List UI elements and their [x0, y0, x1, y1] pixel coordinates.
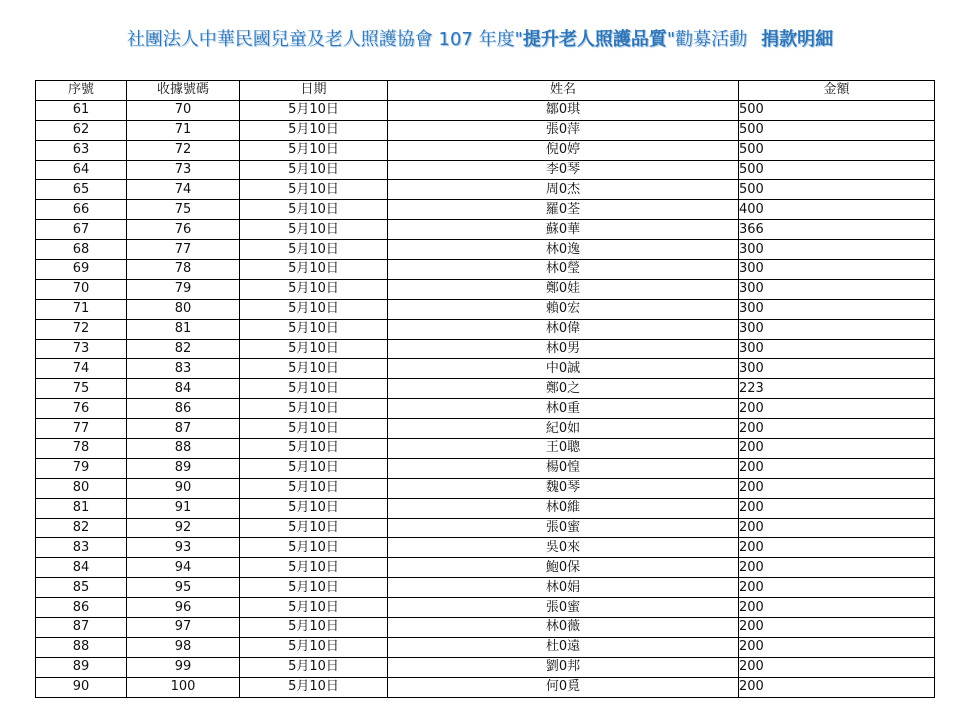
cell-serial-number: 87 — [36, 618, 127, 638]
cell-amount: 200 — [739, 558, 935, 578]
cell-date: 5月10日 — [240, 498, 388, 518]
header-date: 日期 — [240, 81, 388, 101]
table-row — [36, 399, 935, 419]
cell-serial-number: 81 — [36, 498, 127, 518]
cell-name: 賴0宏 — [388, 299, 739, 319]
cell-date: 5月10日 — [240, 200, 388, 220]
cell-name: 楊0惶 — [388, 458, 739, 478]
cell-amount: 300 — [739, 240, 935, 260]
cell-name: 蘇0華 — [388, 220, 739, 240]
title-campaign-name: 提升老人照護品質 — [522, 29, 667, 50]
cell-receipt-number: 98 — [127, 637, 240, 657]
cell-receipt-number: 90 — [127, 478, 240, 498]
cell-serial-number: 84 — [36, 558, 127, 578]
cell-receipt-number: 97 — [127, 618, 240, 638]
cell-amount: 223 — [739, 379, 935, 399]
cell-amount: 400 — [739, 200, 935, 220]
cell-amount: 300 — [739, 339, 935, 359]
cell-serial-number: 83 — [36, 538, 127, 558]
cell-amount: 200 — [739, 458, 935, 478]
table-row — [36, 578, 935, 598]
header-name: 姓名 — [388, 81, 739, 101]
cell-date: 5月10日 — [240, 120, 388, 140]
cell-serial-number: 75 — [36, 379, 127, 399]
cell-amount: 200 — [739, 419, 935, 439]
cell-date: 5月10日 — [240, 140, 388, 160]
cell-serial-number: 85 — [36, 578, 127, 598]
cell-receipt-number: 100 — [127, 677, 240, 697]
cell-date: 5月10日 — [240, 458, 388, 478]
cell-amount: 300 — [739, 299, 935, 319]
cell-serial-number: 77 — [36, 419, 127, 439]
cell-amount: 500 — [739, 160, 935, 180]
cell-amount: 500 — [739, 100, 935, 120]
cell-serial-number: 70 — [36, 279, 127, 299]
cell-date: 5月10日 — [240, 618, 388, 638]
cell-serial-number: 74 — [36, 359, 127, 379]
cell-amount: 500 — [739, 120, 935, 140]
cell-receipt-number: 84 — [127, 379, 240, 399]
cell-name: 羅0荃 — [388, 200, 739, 220]
cell-receipt-number: 79 — [127, 279, 240, 299]
cell-name: 何0覓 — [388, 677, 739, 697]
cell-name: 林0薇 — [388, 618, 739, 638]
cell-receipt-number: 71 — [127, 120, 240, 140]
table-row — [36, 538, 935, 558]
cell-date: 5月10日 — [240, 260, 388, 280]
cell-name: 張0蜜 — [388, 598, 739, 618]
cell-date: 5月10日 — [240, 279, 388, 299]
cell-receipt-number: 95 — [127, 578, 240, 598]
cell-name: 林0偉 — [388, 319, 739, 339]
cell-date: 5月10日 — [240, 478, 388, 498]
cell-name: 王0聰 — [388, 439, 739, 459]
cell-receipt-number: 72 — [127, 140, 240, 160]
table-row — [36, 498, 935, 518]
cell-receipt-number: 73 — [127, 160, 240, 180]
cell-serial-number: 69 — [36, 260, 127, 280]
header-amount: 金額 — [739, 81, 935, 101]
table-row — [36, 359, 935, 379]
table-body — [36, 100, 935, 697]
title-donation-details: 捐款明細 — [761, 29, 834, 50]
page-title — [0, 27, 960, 53]
cell-date: 5月10日 — [240, 578, 388, 598]
cell-receipt-number: 76 — [127, 220, 240, 240]
cell-amount: 200 — [739, 439, 935, 459]
cell-date: 5月10日 — [240, 220, 388, 240]
cell-date: 5月10日 — [240, 359, 388, 379]
cell-serial-number: 88 — [36, 637, 127, 657]
table-row — [36, 637, 935, 657]
table-row — [36, 180, 935, 200]
cell-receipt-number: 77 — [127, 240, 240, 260]
table-row — [36, 299, 935, 319]
cell-name: 中0誠 — [388, 359, 739, 379]
cell-name: 杜0遠 — [388, 637, 739, 657]
cell-serial-number: 89 — [36, 657, 127, 677]
cell-serial-number: 79 — [36, 458, 127, 478]
cell-serial-number: 71 — [36, 299, 127, 319]
cell-receipt-number: 93 — [127, 538, 240, 558]
cell-name: 劉0邦 — [388, 657, 739, 677]
cell-name: 鄭0之 — [388, 379, 739, 399]
table-row — [36, 319, 935, 339]
table-row — [36, 518, 935, 538]
cell-amount: 300 — [739, 359, 935, 379]
cell-name: 林0重 — [388, 399, 739, 419]
cell-name: 鮑0保 — [388, 558, 739, 578]
cell-receipt-number: 94 — [127, 558, 240, 578]
cell-receipt-number: 91 — [127, 498, 240, 518]
cell-receipt-number: 82 — [127, 339, 240, 359]
cell-serial-number: 82 — [36, 518, 127, 538]
cell-name: 林0瑩 — [388, 260, 739, 280]
table-row — [36, 200, 935, 220]
cell-amount: 500 — [739, 180, 935, 200]
cell-serial-number: 63 — [36, 140, 127, 160]
table-row — [36, 160, 935, 180]
table-row — [36, 618, 935, 638]
cell-receipt-number: 87 — [127, 419, 240, 439]
cell-amount: 300 — [739, 279, 935, 299]
cell-name: 張0蜜 — [388, 518, 739, 538]
cell-amount: 200 — [739, 637, 935, 657]
table-row — [36, 140, 935, 160]
cell-date: 5月10日 — [240, 180, 388, 200]
cell-amount: 200 — [739, 657, 935, 677]
table-row — [36, 120, 935, 140]
table-row — [36, 220, 935, 240]
cell-serial-number: 76 — [36, 399, 127, 419]
cell-amount: 300 — [739, 260, 935, 280]
table-header-row — [36, 81, 935, 101]
table-row — [36, 458, 935, 478]
cell-amount: 200 — [739, 498, 935, 518]
cell-name: 吳0來 — [388, 538, 739, 558]
cell-receipt-number: 89 — [127, 458, 240, 478]
cell-amount: 300 — [739, 319, 935, 339]
table-row — [36, 260, 935, 280]
cell-serial-number: 64 — [36, 160, 127, 180]
cell-serial-number: 67 — [36, 220, 127, 240]
cell-name: 李0琴 — [388, 160, 739, 180]
cell-amount: 500 — [739, 140, 935, 160]
cell-serial-number: 72 — [36, 319, 127, 339]
cell-receipt-number: 81 — [127, 319, 240, 339]
cell-name: 魏0琴 — [388, 478, 739, 498]
cell-name: 林0維 — [388, 498, 739, 518]
table-row — [36, 419, 935, 439]
cell-name: 周0杰 — [388, 180, 739, 200]
cell-name: 鄒0琪 — [388, 100, 739, 120]
cell-amount: 200 — [739, 677, 935, 697]
table-row — [36, 558, 935, 578]
cell-date: 5月10日 — [240, 339, 388, 359]
cell-receipt-number: 78 — [127, 260, 240, 280]
cell-name: 鄭0娃 — [388, 279, 739, 299]
cell-name: 倪0婷 — [388, 140, 739, 160]
cell-name: 林0男 — [388, 339, 739, 359]
table-row — [36, 279, 935, 299]
cell-date: 5月10日 — [240, 160, 388, 180]
title-organization-year: 社團法人中華民國兒童及老人照護協會 107 年度" — [126, 29, 523, 50]
cell-name: 林0娟 — [388, 578, 739, 598]
table-row — [36, 339, 935, 359]
cell-date: 5月10日 — [240, 299, 388, 319]
cell-date: 5月10日 — [240, 558, 388, 578]
donation-table — [35, 80, 935, 698]
cell-date: 5月10日 — [240, 319, 388, 339]
table-row — [36, 677, 935, 697]
cell-date: 5月10日 — [240, 399, 388, 419]
cell-receipt-number: 74 — [127, 180, 240, 200]
table-row — [36, 478, 935, 498]
cell-amount: 200 — [739, 399, 935, 419]
cell-amount: 200 — [739, 618, 935, 638]
title-campaign-suffix: "勸募活動 — [666, 29, 748, 50]
cell-receipt-number: 86 — [127, 399, 240, 419]
cell-date: 5月10日 — [240, 518, 388, 538]
cell-date: 5月10日 — [240, 240, 388, 260]
cell-amount: 200 — [739, 598, 935, 618]
cell-name: 張0萍 — [388, 120, 739, 140]
cell-serial-number: 62 — [36, 120, 127, 140]
cell-date: 5月10日 — [240, 100, 388, 120]
cell-date: 5月10日 — [240, 598, 388, 618]
cell-serial-number: 65 — [36, 180, 127, 200]
cell-serial-number: 73 — [36, 339, 127, 359]
cell-receipt-number: 96 — [127, 598, 240, 618]
table-row — [36, 598, 935, 618]
header-receipt-number: 收據號碼 — [127, 81, 240, 101]
cell-name: 林0逸 — [388, 240, 739, 260]
cell-date: 5月10日 — [240, 419, 388, 439]
cell-amount: 200 — [739, 538, 935, 558]
cell-serial-number: 86 — [36, 598, 127, 618]
cell-receipt-number: 83 — [127, 359, 240, 379]
cell-amount: 366 — [739, 220, 935, 240]
cell-serial-number: 90 — [36, 677, 127, 697]
table-row — [36, 439, 935, 459]
cell-receipt-number: 88 — [127, 439, 240, 459]
cell-date: 5月10日 — [240, 637, 388, 657]
cell-date: 5月10日 — [240, 439, 388, 459]
cell-serial-number: 80 — [36, 478, 127, 498]
cell-date: 5月10日 — [240, 677, 388, 697]
cell-serial-number: 78 — [36, 439, 127, 459]
cell-amount: 200 — [739, 578, 935, 598]
cell-date: 5月10日 — [240, 379, 388, 399]
header-serial-number: 序號 — [36, 81, 127, 101]
cell-amount: 200 — [739, 478, 935, 498]
table-row — [36, 379, 935, 399]
cell-date: 5月10日 — [240, 538, 388, 558]
cell-receipt-number: 70 — [127, 100, 240, 120]
cell-receipt-number: 75 — [127, 200, 240, 220]
cell-serial-number: 61 — [36, 100, 127, 120]
table-row — [36, 240, 935, 260]
cell-date: 5月10日 — [240, 657, 388, 677]
cell-serial-number: 66 — [36, 200, 127, 220]
cell-receipt-number: 80 — [127, 299, 240, 319]
cell-amount: 200 — [739, 518, 935, 538]
cell-receipt-number: 92 — [127, 518, 240, 538]
table-row — [36, 100, 935, 120]
cell-name: 紀0如 — [388, 419, 739, 439]
table-row — [36, 657, 935, 677]
cell-serial-number: 68 — [36, 240, 127, 260]
cell-receipt-number: 99 — [127, 657, 240, 677]
